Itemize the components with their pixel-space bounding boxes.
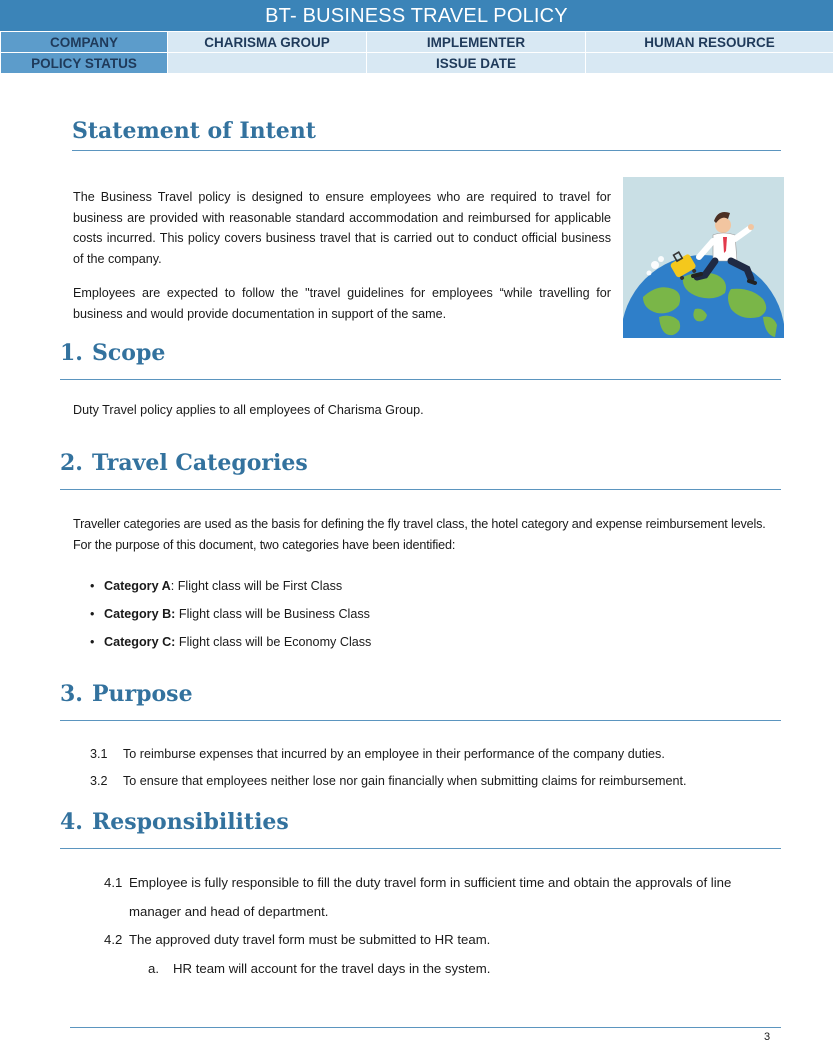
list-item (90, 771, 790, 798)
company-value: CHARISMA GROUP (168, 32, 367, 53)
item-number: 3.2 (90, 774, 108, 788)
responsibilities-title: Responsibilities (92, 809, 289, 835)
item-number: 4.2 (104, 932, 123, 947)
issue-date-value (586, 53, 833, 74)
purpose-heading (60, 681, 781, 721)
bullet-icon: • (90, 579, 95, 593)
scope-title: Scope (92, 340, 166, 366)
list-item (104, 955, 784, 984)
footer-divider (70, 1027, 781, 1028)
scope-text: Duty Travel policy applies to all employees of Charisma Group. (73, 403, 424, 417)
bullet-icon: • (90, 634, 95, 649)
category-name: Category C: (104, 634, 176, 649)
category-list (90, 576, 371, 659)
categories-number: 2. (60, 450, 83, 476)
item-text: To reimburse expenses that incurred by an employee in their performance of the company duties. (123, 747, 665, 761)
document-title: BT- BUSINESS TRAVEL POLICY (0, 0, 833, 31)
scope-heading (60, 340, 781, 380)
implementer-value: HUMAN RESOURCE (586, 32, 833, 53)
document-info-table (0, 31, 833, 74)
purpose-list (90, 744, 790, 798)
category-desc: Flight class will be Business Class (175, 606, 370, 621)
categories-heading (60, 450, 781, 490)
item-number: 3.1 (90, 747, 108, 761)
categories-text: Traveller categories are used as the basis for defining the fly travel class, the hotel category and expense reimbursement levels. For the purpose of this document, two categories have been identified: (73, 517, 766, 552)
category-name: Category A (104, 579, 171, 593)
scope-number: 1. (60, 340, 83, 366)
implementer-label: IMPLEMENTER (367, 32, 586, 53)
list-item (90, 576, 371, 604)
list-item (104, 926, 784, 955)
intent-paragraph-2: Employees are expected to follow the "travel guidelines for employees “while travelling for business and would provide documentation in support of the same. (73, 286, 611, 321)
issue-date-label: ISSUE DATE (367, 53, 586, 74)
intent-paragraph-1: The Business Travel policy is designed to ensure employees who are required to travel for business are provided with reasonable standard accommodation and reimbursed for applicable costs incurred. This policy covers business travel that is carried out to conduct official business of the company. (73, 190, 611, 267)
policy-status-label: POLICY STATUS (1, 53, 168, 74)
list-item (104, 869, 784, 926)
travel-illustration (623, 177, 784, 338)
purpose-title: Purpose (92, 681, 193, 707)
list-item (90, 604, 371, 632)
responsibilities-list (104, 869, 784, 983)
responsibilities-heading (60, 809, 781, 849)
policy-status-value (168, 53, 367, 74)
item-letter: a. (148, 960, 159, 976)
item-number: 4.1 (104, 875, 123, 890)
list-item (90, 744, 790, 771)
purpose-number: 3. (60, 681, 83, 707)
intent-heading: Statement of Intent (72, 118, 781, 151)
categories-title: Travel Categories (92, 450, 308, 476)
item-text: Employee is fully responsible to fill the duty travel form in sufficient time and obtain the approvals of line manager and head of department. (129, 875, 732, 919)
category-desc: : Flight class will be First Class (170, 579, 343, 593)
item-text: HR team will account for the travel days in the system. (173, 960, 491, 976)
category-name: Category B: (104, 606, 176, 621)
item-text: To ensure that employees neither lose nor gain financially when submitting claims for reimbursement. (123, 774, 687, 788)
responsibilities-number: 4. (60, 809, 83, 835)
list-item (90, 632, 371, 660)
category-desc: Flight class will be Economy Class (175, 634, 372, 649)
item-text: The approved duty travel form must be submitted to HR team. (129, 932, 491, 947)
page-number: 3 (764, 1031, 771, 1043)
bullet-icon: • (90, 606, 95, 621)
company-label: COMPANY (1, 32, 168, 53)
